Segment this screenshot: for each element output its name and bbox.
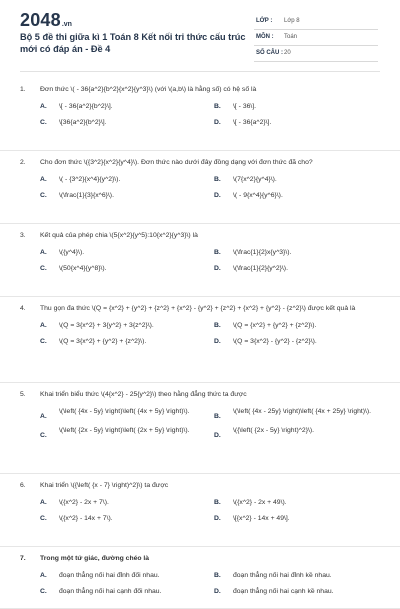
header-divider (20, 71, 380, 72)
question-4 (0, 297, 400, 383)
answer-options (20, 247, 378, 279)
question-stem (20, 228, 378, 241)
answer-option-c[interactable] (40, 190, 204, 201)
answer-option-d[interactable] (214, 263, 378, 274)
answer-options (20, 570, 378, 602)
option-text: đoạn thẳng nối hai đỉnh kề nhau. (233, 572, 332, 579)
option-text: \({x^2} - 2x + 49\). (233, 499, 287, 506)
option-text: \(Q = 3{x^2} - {y^2} - {z^2}\). (233, 338, 317, 345)
option-text: \( - {3^2}{x^4}{y^2}\). (59, 176, 121, 183)
answer-option-a[interactable] (40, 320, 204, 331)
answer-option-b[interactable] (214, 320, 378, 331)
question-text: Đơn thức \( - 36{a^2}{b^2}{x^2}{y^3}\) (với \(a,b\) là hằng số) có hệ số là (40, 86, 257, 93)
question-stem (20, 155, 378, 168)
question-stem (20, 478, 378, 491)
question-stem (20, 387, 378, 400)
answer-options (20, 174, 378, 206)
meta-row (254, 14, 378, 30)
answer-option-c[interactable] (40, 336, 204, 347)
question-number: 5. (20, 391, 26, 398)
question-stem (20, 551, 378, 564)
question-6 (0, 474, 400, 547)
option-letter: B. (214, 499, 221, 506)
meta-value: Toán (284, 34, 298, 40)
option-letter: C. (40, 119, 47, 126)
meta-key: MÔN : (256, 34, 274, 40)
option-text: đoạn thẳng nối hai cạnh kề nhau. (233, 588, 334, 595)
option-text: \[ - 36{a^2}\]. (233, 119, 272, 126)
option-text: \(\frac{1}{2}x{y^3}\). (233, 249, 292, 256)
option-text: \(50{x^4}{y^8}\). (59, 265, 107, 272)
question-number: 2. (20, 159, 26, 166)
question-2 (0, 151, 400, 224)
option-letter: C. (40, 432, 47, 439)
option-letter: B. (214, 103, 221, 110)
logo-suffix: .vn (61, 21, 72, 28)
option-text: \(Q = 3{x^2} + 3{y^2} + 3{z^2}\). (59, 322, 154, 329)
answer-options (20, 406, 378, 444)
answer-option-a[interactable] (40, 174, 204, 185)
exam-title: Bộ 5 đề thi giữa kì 1 Toán 8 Kết nối tri thức cấu trúc mới có đáp án - Đề 4 (20, 32, 246, 54)
option-letter: A. (40, 176, 47, 183)
option-text: đoạn thẳng nối hai cạnh đối nhau. (59, 588, 162, 595)
question-stem (20, 301, 378, 314)
option-text: \(\left( {2x - 5y} \right)\left( {2x + 5y} \right)\). (59, 427, 190, 434)
option-text: \[{x^2} - 14x + 49\]. (233, 515, 290, 522)
answer-option-d[interactable] (214, 117, 378, 128)
option-text: \({y^4}\). (59, 249, 85, 256)
option-text: \(\left( {4x - 5y} \right)\left( {4x + 5y} \right)\). (59, 408, 190, 415)
question-text: Thu gọn đa thức \(Q = {x^2} + {y^2} + {z^2} + {x^2} - {y^2} + {z^2} + {x^2} + {y^2} - {z^2}\) được kết quả là (40, 305, 356, 312)
option-letter: A. (40, 322, 47, 329)
option-letter: C. (40, 265, 47, 272)
option-text: \({x^2} - 2x + 7\). (59, 499, 109, 506)
site-logo[interactable] (20, 10, 72, 31)
answer-option-b[interactable] (214, 406, 378, 420)
answer-options (20, 320, 378, 352)
option-text: \(\left( {4x - 25y} \right)\left( {4x + 25y} \right)\). (233, 408, 372, 415)
question-list (0, 78, 400, 609)
option-letter: B. (214, 572, 221, 579)
option-text: \(\frac{1}{2}{y^2}\). (233, 265, 288, 272)
meta-value: 20 (284, 50, 291, 56)
option-text: \({x^2} - 14x + 7\). (59, 515, 113, 522)
option-letter: D. (214, 338, 221, 345)
question-text: Kết quả của phép chia \(5{x^2}{y^5}:10{x^2}{y^3}\) là (40, 232, 198, 239)
question-number: 7. (20, 555, 26, 562)
option-text: \( - 9{x^4}{y^6}\). (233, 192, 283, 199)
answer-option-a[interactable] (40, 406, 204, 420)
option-letter: A. (40, 103, 47, 110)
option-letter: D. (214, 119, 221, 126)
answer-option-d[interactable] (214, 425, 378, 439)
option-text: \(Q = {x^2} + {y^2} + {z^2}\). (233, 322, 317, 329)
option-text: \[36{a^2}{b^2}\]. (59, 119, 107, 126)
option-text: \(7{x^2}{y^4}\). (233, 176, 277, 183)
option-letter: B. (214, 322, 221, 329)
meta-row (254, 30, 378, 46)
option-letter: A. (40, 249, 47, 256)
exam-meta (254, 14, 378, 62)
meta-row (254, 46, 378, 62)
answer-option-b[interactable] (214, 247, 378, 258)
option-text: \[ - 36\]. (233, 103, 257, 110)
question-text: Trong một tứ giác, đường chéo là (40, 555, 150, 562)
meta-key: LỚP : (256, 18, 273, 24)
option-letter: C. (40, 338, 47, 345)
option-letter: D. (214, 588, 221, 595)
answer-option-c[interactable] (40, 263, 204, 274)
meta-value: Lớp 8 (284, 18, 300, 24)
option-letter: C. (40, 588, 47, 595)
exam-header (0, 0, 400, 66)
option-letter: A. (40, 499, 47, 506)
answer-option-a[interactable] (40, 101, 204, 112)
answer-option-b[interactable] (214, 174, 378, 185)
option-letter: B. (214, 176, 221, 183)
question-number: 4. (20, 305, 26, 312)
answer-option-d[interactable] (214, 586, 378, 597)
option-letter: A. (40, 572, 47, 579)
question-text: Khai triển \({\left( {x - 7} \right)^2}\) ta được (40, 482, 169, 489)
question-number: 1. (20, 86, 26, 93)
option-letter: B. (214, 413, 221, 420)
answer-option-c[interactable] (40, 513, 204, 524)
question-stem (20, 82, 378, 95)
answer-option-c[interactable] (40, 117, 204, 128)
question-3 (0, 224, 400, 297)
answer-option-d[interactable] (214, 513, 378, 524)
option-letter: C. (40, 515, 47, 522)
answer-option-a[interactable] (40, 570, 204, 581)
option-letter: D. (214, 515, 221, 522)
logo-number: 2048 (20, 10, 61, 30)
option-text: đoạn thẳng nối hai đỉnh đối nhau. (59, 572, 160, 579)
option-letter: C. (40, 192, 47, 199)
question-text: Cho đơn thức \({3^2}{x^2}{y^4}\). Đơn thức nào dưới đây đồng dạng với đơn thức đã cho? (40, 159, 313, 166)
option-letter: D. (214, 432, 221, 439)
answer-option-c[interactable] (40, 586, 204, 597)
answer-option-a[interactable] (40, 247, 204, 258)
answer-option-b[interactable] (214, 101, 378, 112)
answer-options (20, 101, 378, 133)
answer-option-a[interactable] (40, 497, 204, 508)
option-text: \(Q = 3{x^2} + {y^2} + {z^2}\). (59, 338, 147, 345)
answer-option-d[interactable] (214, 336, 378, 347)
answer-options (20, 497, 378, 529)
meta-key: SỐ CÂU : (256, 50, 283, 56)
option-letter: D. (214, 192, 221, 199)
answer-option-b[interactable] (214, 570, 378, 581)
answer-option-b[interactable] (214, 497, 378, 508)
answer-option-d[interactable] (214, 190, 378, 201)
answer-option-c[interactable] (40, 425, 204, 439)
question-1 (0, 78, 400, 151)
question-text: Khai triển biểu thức \(4{x^2} - 25{y^2}\) theo hằng đẳng thức ta được (40, 391, 247, 398)
option-text: \(\frac{1}{3}{x^6}\). (59, 192, 114, 199)
option-letter: B. (214, 249, 221, 256)
option-text: \[ - 36{a^2}{b^2}\]. (59, 103, 113, 110)
option-letter: D. (214, 265, 221, 272)
question-number: 6. (20, 482, 26, 489)
question-5 (0, 383, 400, 474)
question-number: 3. (20, 232, 26, 239)
option-text: \({\left( {2x - 5y} \right)^2}\). (233, 427, 315, 434)
option-letter: A. (40, 413, 47, 420)
